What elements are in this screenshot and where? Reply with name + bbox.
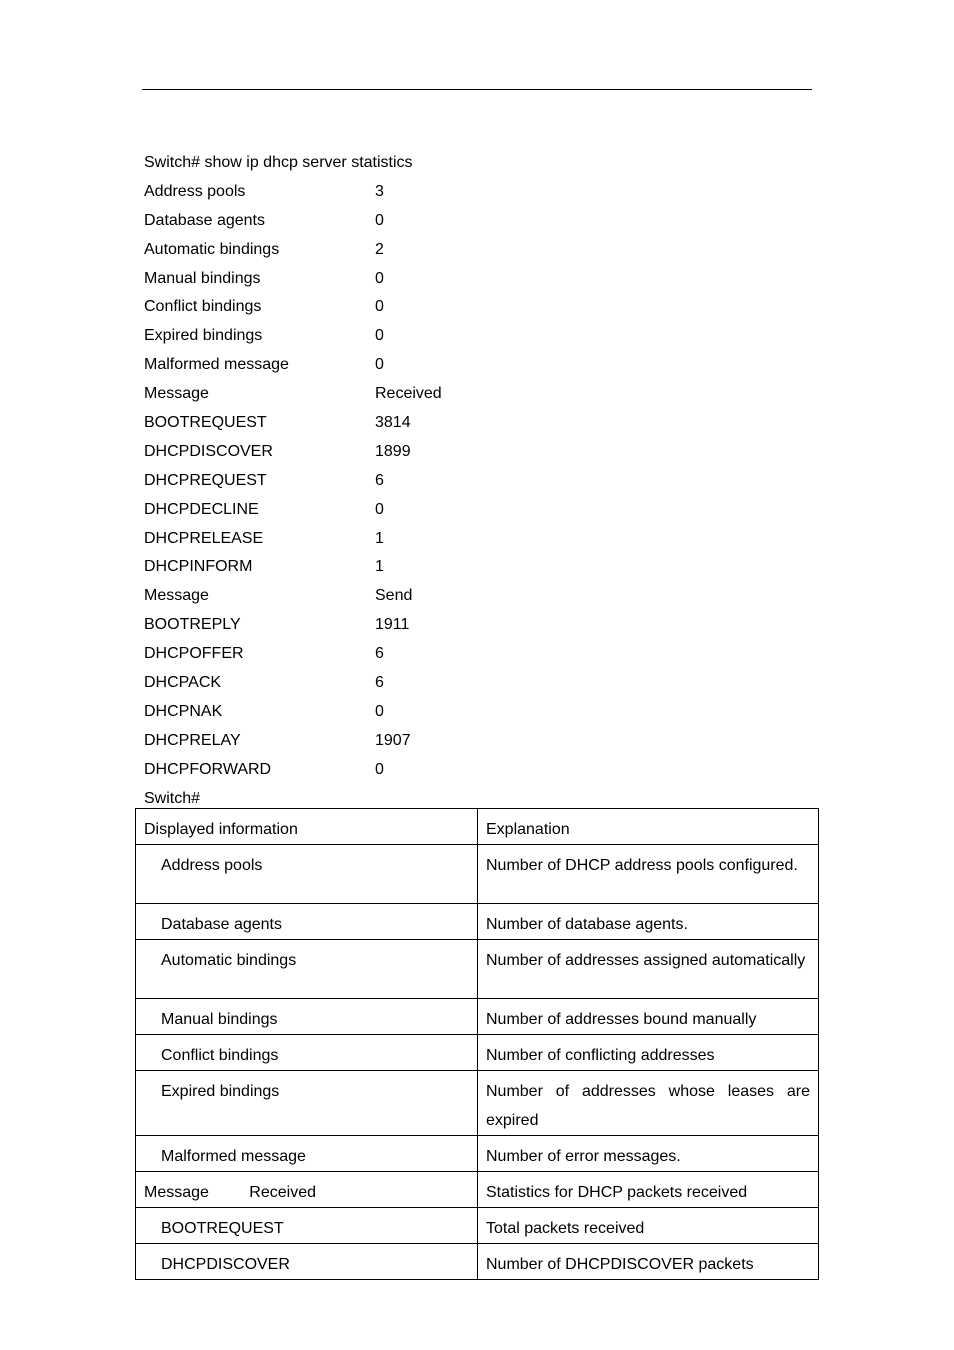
cli-row	[144, 236, 824, 265]
cli-row	[144, 553, 824, 582]
info-text: Manual bindings	[161, 1011, 278, 1028]
info-text: Automatic bindings	[161, 952, 297, 969]
cli-value: 0	[375, 298, 384, 316]
table-cell-info	[136, 999, 478, 1035]
cli-key: Message	[144, 385, 209, 403]
table-cell-info	[136, 1244, 478, 1280]
cli-value: 1911	[375, 616, 410, 634]
explanation-table	[135, 808, 819, 1280]
info-text: Expired bindings	[161, 1083, 280, 1100]
cli-row	[144, 727, 824, 756]
table-cell-explanation: Number of addresses bound manually	[478, 999, 819, 1035]
cli-row	[144, 438, 824, 467]
info-text: DHCPDISCOVER	[161, 1256, 290, 1273]
table-cell-explanation: Total packets received	[478, 1208, 819, 1244]
cli-key: DHCPDECLINE	[144, 500, 259, 518]
info-split	[144, 1178, 316, 1207]
cli-value: 1899	[375, 442, 411, 460]
cli-output	[144, 149, 824, 813]
cli-value: 6	[375, 674, 384, 692]
cli-key: BOOTREPLY	[144, 616, 241, 634]
cli-row	[144, 640, 824, 669]
table-cell-explanation: Statistics for DHCP packets received	[478, 1172, 819, 1208]
cli-row	[144, 496, 824, 525]
cli-value: 0	[375, 327, 384, 345]
cli-row	[144, 467, 824, 496]
cli-value: 1	[375, 529, 384, 547]
cli-key: DHCPRELAY	[144, 731, 241, 749]
cli-value: 2	[375, 240, 384, 258]
cli-value: 0	[375, 760, 384, 778]
cli-key: DHCPACK	[144, 674, 222, 692]
info-text: Malformed message	[161, 1148, 306, 1165]
cli-key: DHCPNAK	[144, 702, 223, 720]
header-rule	[142, 89, 812, 90]
cli-value: 0	[375, 356, 384, 374]
cli-key: DHCPINFORM	[144, 558, 253, 576]
table-row	[136, 904, 819, 940]
cli-value: 6	[375, 471, 384, 489]
cli-value: 3814	[375, 414, 411, 432]
cli-key: Database agents	[144, 211, 265, 229]
table-header-explanation: Explanation	[478, 809, 819, 845]
table-cell-explanation: Number of error messages.	[478, 1136, 819, 1172]
cli-value: Received	[375, 385, 442, 403]
table-cell-info	[136, 1035, 478, 1071]
table-cell-info	[136, 1136, 478, 1172]
cli-row	[144, 265, 824, 294]
cli-command-text: Switch# show ip dhcp server statistics	[144, 154, 413, 171]
table-row	[136, 845, 819, 904]
cli-row	[144, 525, 824, 554]
cli-row	[144, 611, 824, 640]
table-row	[136, 999, 819, 1035]
table-cell-info	[136, 1172, 478, 1208]
table-row	[136, 1071, 819, 1136]
cli-row	[144, 582, 824, 611]
cli-key: DHCPFORWARD	[144, 760, 272, 778]
table-cell-explanation: Number of conflicting addresses	[478, 1035, 819, 1071]
table-cell-info	[136, 904, 478, 940]
table-cell-explanation: Number of DHCPDISCOVER packets	[478, 1244, 819, 1280]
table-header-info: Displayed information	[136, 809, 478, 845]
table-row	[136, 1035, 819, 1071]
cli-row	[144, 322, 824, 351]
cli-row	[144, 409, 824, 438]
cli-value: Send	[375, 587, 413, 605]
cli-key: DHCPDISCOVER	[144, 442, 273, 460]
info-text: Address pools	[161, 857, 263, 874]
cli-key: DHCPOFFER	[144, 645, 244, 663]
cli-row	[144, 698, 824, 727]
table-cell-info	[136, 940, 478, 999]
table-row	[136, 1208, 819, 1244]
cli-key: Message	[144, 587, 209, 605]
info-text-b: Received	[249, 1184, 316, 1201]
cli-key: Automatic bindings	[144, 240, 280, 258]
cli-value: 1907	[375, 731, 411, 749]
table-cell-explanation: Number of database agents.	[478, 904, 819, 940]
cli-key: Expired bindings	[144, 327, 263, 345]
table-cell-explanation: Number of DHCP address pools configured.	[478, 845, 819, 904]
cli-row	[144, 351, 824, 380]
table-row	[136, 1172, 819, 1208]
cli-value: 0	[375, 269, 384, 287]
table-cell-info	[136, 845, 478, 904]
table-cell-explanation: Number of addresses whose leases are expired	[478, 1071, 819, 1136]
info-text: BOOTREQUEST	[161, 1220, 284, 1237]
cli-prompt-text: Switch#	[144, 789, 201, 807]
cli-value: 0	[375, 211, 384, 229]
cli-value: 3	[375, 182, 384, 200]
info-text: Database agents	[161, 916, 282, 933]
cli-key: Conflict bindings	[144, 298, 262, 316]
cli-key: BOOTREQUEST	[144, 414, 267, 432]
cli-key: DHCPREQUEST	[144, 471, 267, 489]
cli-value: 6	[375, 645, 384, 663]
table-row	[136, 940, 819, 999]
cli-key: Manual bindings	[144, 269, 261, 287]
cli-value: 0	[375, 702, 384, 720]
cli-row	[144, 293, 824, 322]
table-cell-info	[136, 1071, 478, 1136]
cli-value: 1	[375, 558, 384, 576]
table-cell-info	[136, 1208, 478, 1244]
table-row	[136, 1244, 819, 1280]
cli-value: 0	[375, 500, 384, 518]
cli-row	[144, 669, 824, 698]
cli-command	[144, 149, 824, 178]
info-text-a: Message	[144, 1184, 209, 1201]
cli-key: Malformed message	[144, 356, 289, 374]
cli-key: Address pools	[144, 182, 246, 200]
table-cell-explanation: Number of addresses assigned automatically	[478, 940, 819, 999]
cli-row	[144, 178, 824, 207]
table-row	[136, 1136, 819, 1172]
table-header-row	[136, 809, 819, 845]
cli-row	[144, 756, 824, 785]
info-text: Conflict bindings	[161, 1047, 279, 1064]
cli-key: DHCPRELEASE	[144, 529, 264, 547]
cli-row	[144, 207, 824, 236]
cli-row	[144, 380, 824, 409]
